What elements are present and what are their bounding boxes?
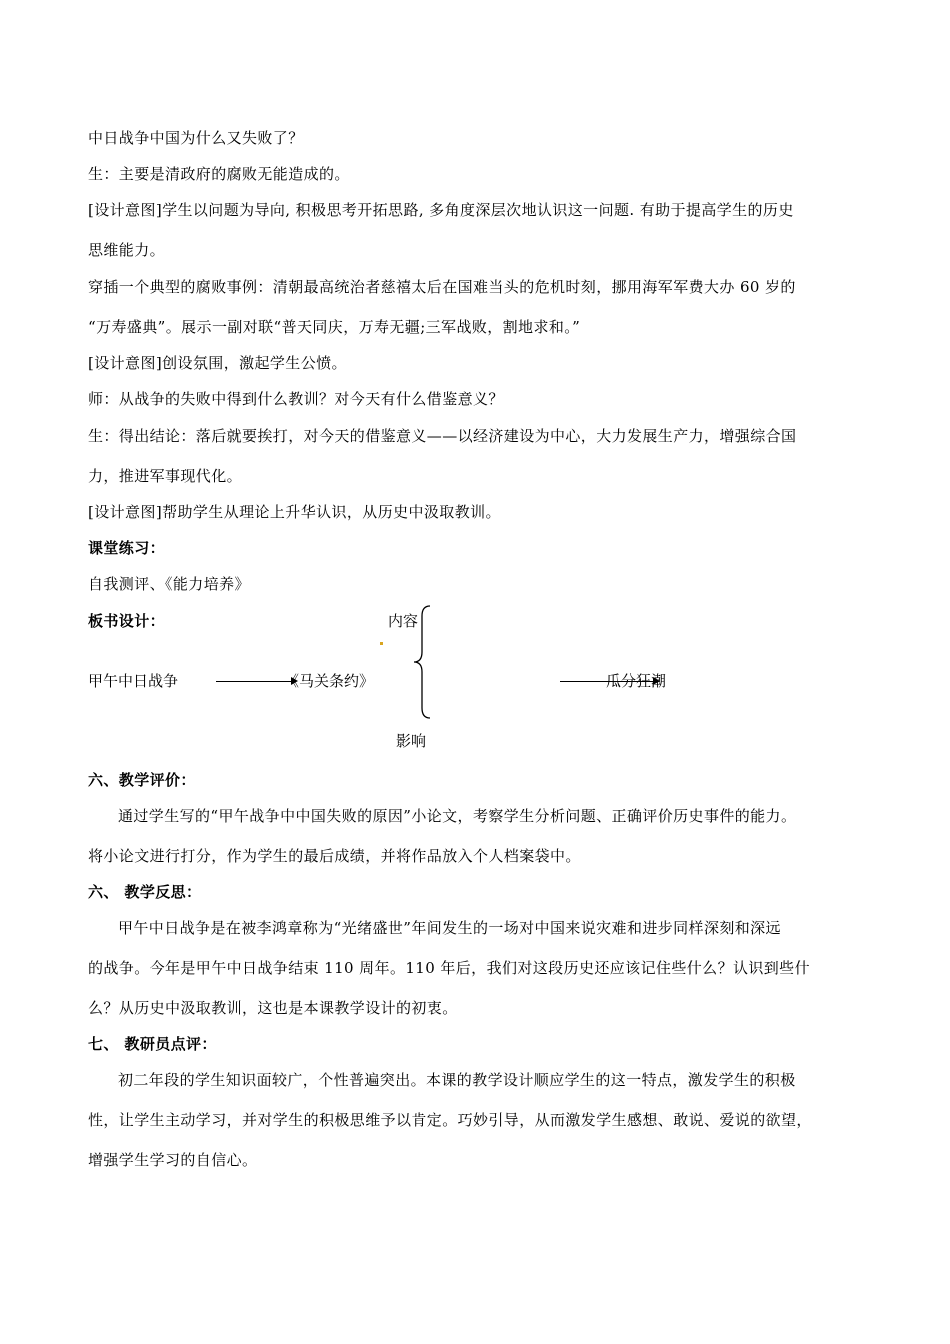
paragraph-conclusion-b: 力，推进军事现代化。: [88, 467, 243, 485]
heading-board-design: 板书设计：: [88, 612, 166, 630]
heading-researcher-comment: 七、 教研员点评：: [88, 1035, 217, 1053]
board-impact-label: 影响: [396, 732, 427, 750]
paragraph-question: 中日战争中国为什么又失败了？: [88, 129, 304, 147]
heading-class-exercise: 课堂练习：: [88, 539, 166, 557]
paragraph-comment-c: 增强学生学习的自信心。: [88, 1151, 258, 1169]
board-treaty-label: 《马关条约》: [284, 672, 375, 690]
paragraph-student-answer: 生：主要是清政府的腐败无能造成的。: [88, 165, 350, 183]
paragraph-reflection-a: 甲午中日战争是在被李鸿章称为“光绪盛世”年间发生的一场对中国来说灾难和进步同样深刻和深远: [118, 919, 781, 937]
paragraph-conclusion-a: 生：得出结论：落后就要挨打，对今天的借鉴意义——以经济建设为中心，大力发展生产力，增强综合国: [88, 427, 797, 445]
paragraph-teacher-question: 师：从战争的失败中得到什么教训？对今天有什么借鉴意义？: [88, 390, 504, 408]
board-content-label: 内容: [388, 612, 419, 630]
paragraph-comment-a: 初二年段的学生知识面较广，个性普遍突出。本课的教学设计顺应学生的这一特点，激发学生的积极: [118, 1071, 796, 1089]
board-result-label: 瓜分狂潮: [606, 672, 667, 690]
board-marker-dot: [380, 642, 383, 645]
paragraph-comment-b: 性，让学生主动学习，并对学生的积极思维予以肯定。巧妙引导，从而激发学生感想、敢说、爱说的欲望，: [88, 1111, 812, 1129]
paragraph-design-intent-1b: 思维能力。: [88, 241, 166, 259]
paragraph-design-intent-3: [设计意图]帮助学生从理论上升华认识，从历史中汲取教训。: [88, 503, 501, 521]
paragraph-design-intent-2: [设计意图]创设氛围，激起学生公愤。: [88, 354, 347, 372]
paragraph-corruption-example-a: 穿插一个典型的腐败事例：清朝最高统治者慈禧太后在国难当头的危机时刻，挪用海军军费大办 60 岁的: [88, 278, 796, 296]
paragraph-evaluation-b: 将小论文进行打分，作为学生的最后成绩，并将作品放入个人档案袋中。: [88, 847, 581, 865]
paragraph-design-intent-1a: [设计意图]学生以问题为导向, 积极思考开拓思路, 多角度深层次地认识这一问题. 有助于提高学生的历史: [88, 201, 794, 219]
paragraph-evaluation-a: 通过学生写的“甲午战争中中国失败的原因”小论文，考察学生分析问题、正确评价历史事件的能力。: [118, 807, 797, 825]
board-war-label: 甲午中日战争: [88, 672, 179, 690]
paragraph-reflection-b: 的战争。今年是甲午中日战争结束 110 周年。110 年后，我们对这段历史还应该记住些什么？认识到些什: [88, 959, 810, 977]
board-brace: [410, 604, 434, 720]
paragraph-reflection-c: 么？从历史中汲取教训，这也是本课教学设计的初衷。: [88, 999, 458, 1017]
heading-teaching-evaluation: 六、教学评价：: [88, 771, 196, 789]
board-arrow-1: [216, 681, 292, 682]
paragraph-exercise-list: 自我测评、《能力培养》: [88, 575, 250, 593]
paragraph-corruption-example-b: “万寿盛典”。展示一副对联“普天同庆，万寿无疆;三军战败，割地求和。”: [88, 318, 581, 336]
heading-teaching-reflection: 六、 教学反思：: [88, 883, 202, 901]
